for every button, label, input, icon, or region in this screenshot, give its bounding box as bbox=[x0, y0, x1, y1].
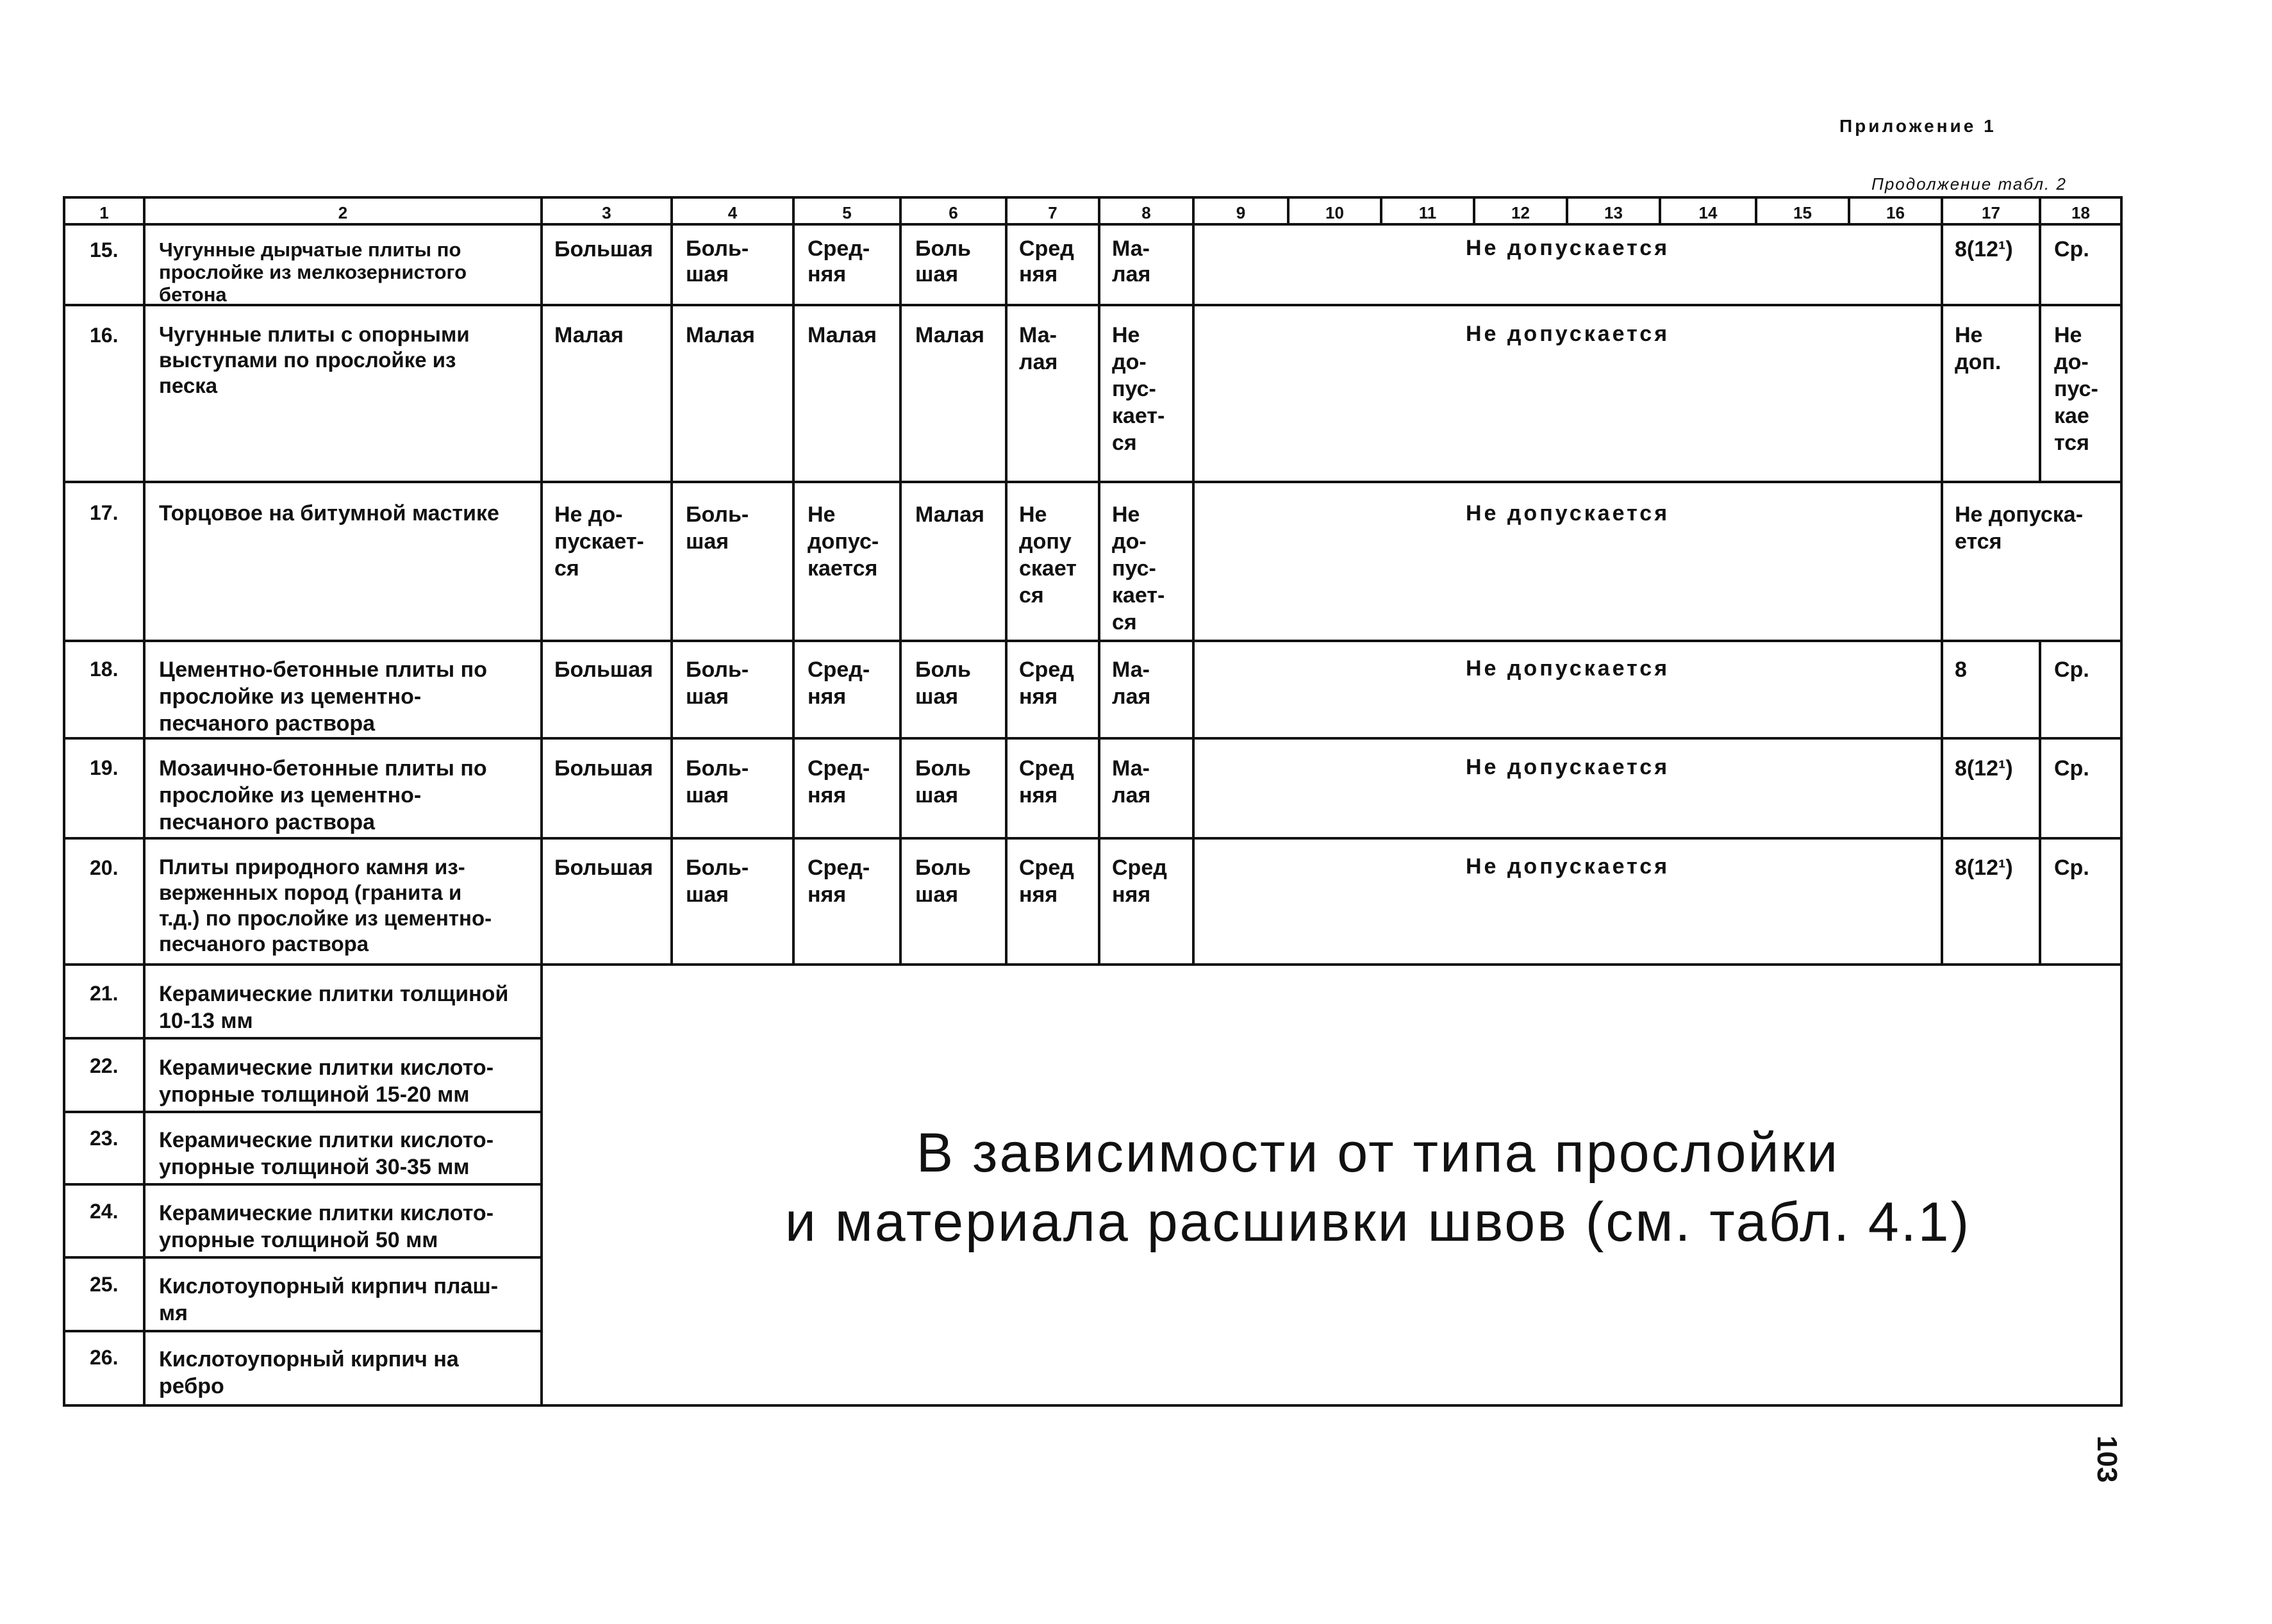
row-number: 18. bbox=[90, 658, 119, 681]
cell-col5: Не допус- кается bbox=[808, 502, 879, 581]
col-header-9: 9 bbox=[1236, 203, 1246, 222]
cell-col18: Ср. bbox=[2054, 658, 2089, 682]
cell-col18: Ср. bbox=[2054, 856, 2089, 880]
cell-col8: Ма- лая bbox=[1112, 236, 1151, 286]
row-number: 17. bbox=[90, 501, 119, 524]
row-name: Плиты природного камня из- верженных пород (гранита и т.д.) по прослойке из цементно- песчаного раствора bbox=[159, 855, 492, 956]
col-header-11: 11 bbox=[1418, 203, 1437, 222]
not-allowed-span: Не допускается bbox=[1465, 501, 1670, 526]
cell-col5: Сред- няя bbox=[808, 856, 870, 907]
row-name: Цементно-бетонные плиты по прослойке из цементно- песчаного раствора bbox=[159, 658, 487, 736]
cell-col7: Сред няя bbox=[1019, 756, 1074, 808]
cell-col4: Боль- шая bbox=[686, 658, 749, 709]
cell-col3: Большая bbox=[554, 658, 653, 682]
cell-col17-18: Не допуска- ется bbox=[1955, 502, 2084, 554]
cell-col18: Ср. bbox=[2054, 756, 2089, 781]
cell-col4: Малая bbox=[686, 323, 755, 347]
cell-col8: Сред няя bbox=[1112, 856, 1167, 907]
not-allowed-span: Не допускается bbox=[1465, 322, 1670, 346]
cell-col17: 8(12¹) bbox=[1955, 756, 2013, 781]
cell-col17: 8 bbox=[1955, 658, 1967, 682]
col-header-2: 2 bbox=[338, 203, 348, 222]
cell-col18: Не до- пус- кае тся bbox=[2054, 323, 2098, 455]
row-name: Торцовое на битумной мастике bbox=[159, 501, 499, 526]
cell-col5: Сред- няя bbox=[808, 756, 870, 808]
cell-col17: 8(12¹) bbox=[1955, 856, 2013, 880]
row-name: Кислотоупорный кирпич плаш- мя bbox=[159, 1274, 499, 1325]
cell-col7: Ма- лая bbox=[1019, 323, 1058, 374]
col-header-3: 3 bbox=[602, 203, 611, 222]
row-name: Керамические плитки толщиной 10-13 мм bbox=[159, 982, 509, 1033]
col-header-6: 6 bbox=[949, 203, 958, 222]
not-allowed-span: Не допускается bbox=[1465, 236, 1670, 260]
row-number: 19. bbox=[90, 756, 119, 779]
cell-col4: Боль- шая bbox=[686, 756, 749, 808]
cell-col3: Большая bbox=[554, 856, 653, 880]
col-header-7: 7 bbox=[1048, 203, 1057, 222]
col-header-18: 18 bbox=[2071, 203, 2090, 222]
cell-col7: Сред няя bbox=[1019, 236, 1074, 286]
col-header-4: 4 bbox=[727, 203, 738, 222]
cell-col6: Боль шая bbox=[915, 236, 971, 286]
cell-col5: Малая bbox=[808, 323, 877, 347]
cell-col7: Сред няя bbox=[1019, 658, 1074, 709]
not-allowed-span: Не допускается bbox=[1465, 755, 1670, 779]
cell-col4: Боль- шая bbox=[686, 236, 749, 286]
row-number: 23. bbox=[90, 1127, 119, 1150]
cell-col6: Боль шая bbox=[915, 658, 971, 709]
cell-col3: Не до- пускает- ся bbox=[554, 502, 644, 581]
cell-col7: Сред няя bbox=[1019, 856, 1074, 907]
col-header-8: 8 bbox=[1141, 203, 1151, 222]
cell-col5: Сред- няя bbox=[808, 658, 870, 709]
row-name: Керамические плитки кислото- упорные толщиной 15-20 мм bbox=[159, 1056, 494, 1107]
appendix-label: Приложение 1 bbox=[1839, 116, 1996, 136]
col-header-1: 1 bbox=[99, 203, 109, 222]
row-number: 22. bbox=[90, 1054, 119, 1077]
cell-col17: Не доп. bbox=[1955, 323, 2002, 374]
row-number: 26. bbox=[90, 1346, 119, 1369]
cell-col3: Малая bbox=[554, 323, 624, 347]
row-name: Мозаично-бетонные плиты по прослойке из цементно- песчаного раствора bbox=[159, 756, 487, 834]
row-name: Чугунные дырчатые плиты по прослойке из мелкозернистого бетона bbox=[159, 238, 467, 306]
merged-note: В зависимости от типа прослойки и материала расшивки швов (см. табл. 4.1) bbox=[784, 1122, 1971, 1253]
col-header-17: 17 bbox=[1982, 203, 2000, 222]
row-number: 21. bbox=[90, 982, 119, 1005]
cell-col5: Сред- няя bbox=[808, 236, 870, 286]
cell-col3: Большая bbox=[554, 756, 653, 781]
cell-col4: Боль- шая bbox=[686, 856, 749, 907]
cell-col6: Малая bbox=[915, 502, 984, 527]
cell-col17: 8(12¹) bbox=[1955, 237, 2013, 261]
row-number: 25. bbox=[90, 1273, 119, 1296]
cell-col8: Не до- пус- кает- ся bbox=[1112, 502, 1165, 634]
continuation-label: Продолжение табл. 2 bbox=[1871, 174, 2067, 194]
col-header-16: 16 bbox=[1886, 203, 1905, 222]
cell-col6: Боль шая bbox=[915, 856, 971, 907]
cell-col8: Не до- пус- кает- ся bbox=[1112, 323, 1165, 455]
col-header-15: 15 bbox=[1793, 203, 1812, 222]
col-header-5: 5 bbox=[842, 203, 852, 222]
cell-col3: Большая bbox=[554, 237, 653, 261]
row-number: 15. bbox=[90, 238, 119, 261]
not-allowed-span: Не допускается bbox=[1465, 854, 1670, 879]
cell-col8: Ма- лая bbox=[1112, 756, 1151, 808]
col-header-12: 12 bbox=[1511, 203, 1530, 222]
col-header-13: 13 bbox=[1604, 203, 1623, 222]
cell-col18: Ср. bbox=[2054, 237, 2089, 261]
row-number: 24. bbox=[90, 1200, 119, 1223]
cell-col6: Боль шая bbox=[915, 756, 971, 808]
row-name: Керамические плитки кислото- упорные толщиной 30-35 мм bbox=[159, 1128, 494, 1179]
page-number: 103 bbox=[2091, 1436, 2123, 1483]
row-name: Керамические плитки кислото- упорные толщиной 50 мм bbox=[159, 1201, 494, 1252]
row-name: Кислотоупорный кирпич на ребро bbox=[159, 1347, 459, 1398]
col-header-10: 10 bbox=[1325, 203, 1344, 222]
row-number: 16. bbox=[90, 324, 119, 347]
cell-col6: Малая bbox=[915, 323, 984, 347]
cell-col7: Не допу скает ся bbox=[1019, 502, 1077, 608]
not-allowed-span: Не допускается bbox=[1465, 656, 1670, 681]
row-name: Чугунные плиты с опорными выступами по прослойке из песка bbox=[159, 322, 470, 397]
cell-col4: Боль- шая bbox=[686, 502, 749, 554]
row-number: 20. bbox=[90, 856, 119, 879]
col-header-14: 14 bbox=[1698, 203, 1718, 222]
cell-col8: Ма- лая bbox=[1112, 658, 1151, 709]
